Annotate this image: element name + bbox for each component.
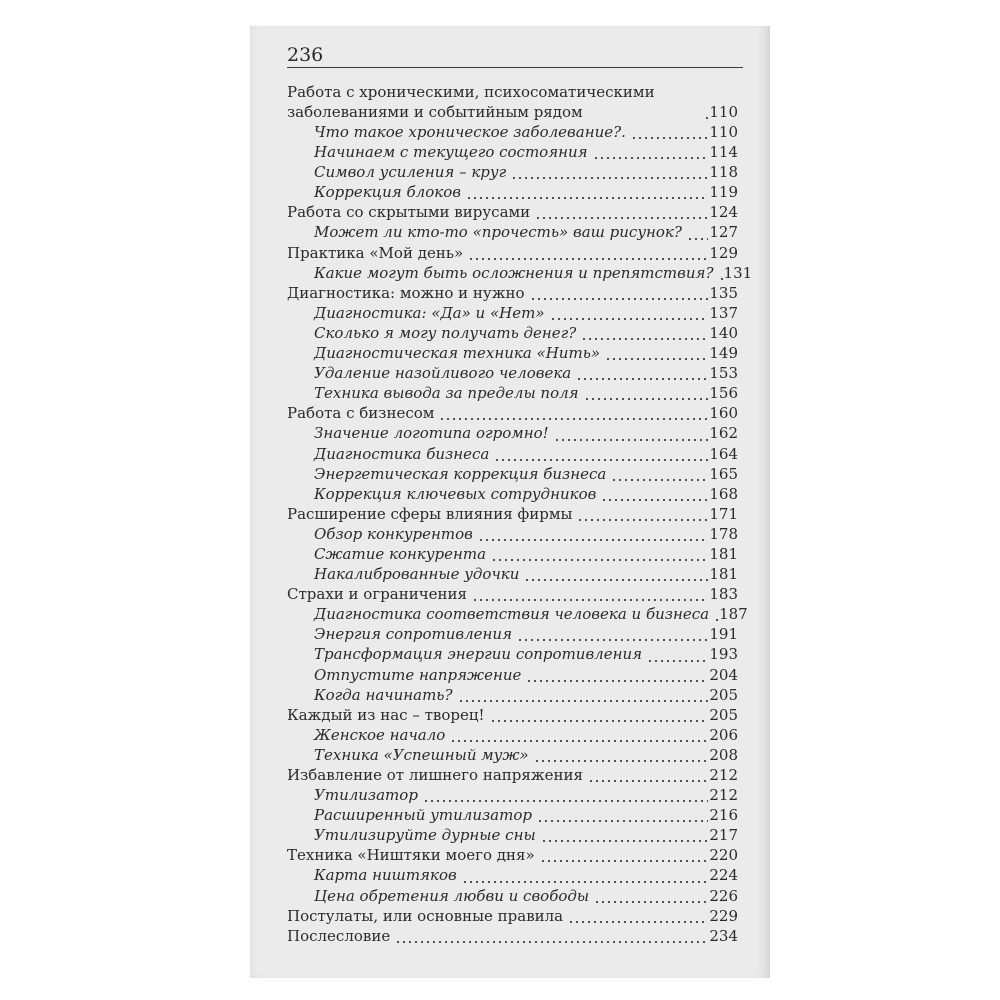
toc-entry-title: Значение логотипа огромно!	[314, 424, 549, 443]
toc-entry-page: 140	[709, 323, 738, 342]
toc-entry-page: 114	[709, 143, 738, 162]
toc-subsection	[287, 886, 738, 906]
toc-entry-title: Коррекция блоков	[314, 183, 461, 202]
dot-leader	[489, 544, 708, 564]
toc-entry-page: 153	[709, 364, 738, 383]
toc-section	[287, 202, 738, 222]
toc-entry-page: 183	[709, 585, 738, 604]
toc-entry-title: Женское начало	[314, 725, 446, 744]
toc-entry-title: Энергия сопротивления	[314, 625, 513, 644]
toc-entry-page: 206	[709, 725, 738, 744]
dot-leader	[575, 504, 708, 524]
toc-entry-title: Цена обретения любви и свободы	[314, 886, 590, 905]
toc-subsection	[287, 162, 738, 182]
toc-subsection	[287, 263, 753, 283]
toc-entry-page: 118	[709, 163, 738, 182]
dot-leader	[645, 645, 708, 665]
dot-leader	[437, 403, 708, 423]
toc-entry-title: Карта ништяков	[314, 866, 457, 885]
toc-entry-title: Диагностика соответствия человека и бизнеса	[314, 605, 710, 624]
toc-entry-title: Начинаем с текущего состояния	[314, 143, 588, 162]
toc-subsection	[287, 363, 738, 383]
toc-entry-title: Избавление от лишнего напряжения	[287, 766, 583, 784]
toc-entry-page: 208	[709, 745, 738, 764]
dot-leader	[685, 223, 708, 243]
toc-entry-page: 205	[709, 705, 738, 724]
dot-leader	[448, 725, 708, 745]
dot-leader	[488, 705, 709, 725]
toc-section	[287, 82, 738, 122]
toc-entry-title: Отпустите напряжение	[314, 665, 522, 684]
toc-section	[287, 283, 738, 303]
toc-entry-page: 217	[709, 826, 738, 845]
toc-entry-page: 137	[709, 303, 738, 322]
dot-leader	[609, 464, 708, 484]
toc-entry-title: Послесловие	[287, 926, 391, 945]
toc-entry-page: 171	[709, 504, 738, 523]
toc-entry-page: 191	[709, 625, 738, 644]
dot-leader	[582, 383, 709, 403]
toc-entry-title: Удаление назойливого человека	[314, 364, 572, 383]
dot-leader	[539, 825, 709, 845]
dot-leader	[460, 866, 709, 886]
toc-entry-title: Накалиброванные удочки	[314, 565, 520, 584]
toc-subsection	[287, 644, 738, 664]
dot-leader	[522, 564, 708, 584]
toc-section	[287, 926, 738, 946]
toc-section	[287, 705, 738, 725]
toc-entry-page: 124	[709, 203, 738, 222]
toc-entry-page: 110	[709, 102, 738, 121]
dot-leader	[712, 604, 718, 624]
dot-leader	[591, 142, 709, 162]
dot-leader	[393, 926, 708, 946]
toc-entry-title: Каждый из нас – творец!	[287, 705, 485, 724]
toc-entry-title: Какие могут быть осложнения и препятствия?	[314, 263, 714, 282]
dot-leader	[524, 665, 708, 685]
dot-leader	[538, 845, 709, 865]
toc-entry-title: Расширенный утилизатор	[314, 806, 532, 825]
toc-entry-page: 149	[709, 344, 738, 363]
toc-entry-page: 187	[719, 605, 748, 624]
toc-subsection	[287, 444, 738, 464]
dot-leader	[535, 805, 708, 825]
toc-entry-title: Утилизируйте дурные сны	[314, 826, 536, 845]
toc-entry-page: 156	[709, 384, 738, 403]
toc-entry-page: 220	[709, 846, 738, 865]
dot-leader	[466, 243, 708, 263]
toc-entry-page: 224	[709, 866, 738, 885]
dot-leader	[717, 263, 723, 283]
dot-leader	[492, 444, 708, 464]
dot-leader	[574, 363, 708, 383]
toc-section	[287, 584, 738, 604]
toc-entry-page: 119	[709, 183, 738, 202]
toc-entry-title: Расширение сферы влияния фирмы	[287, 504, 573, 523]
toc-entry-page: 216	[709, 806, 738, 825]
toc-entry-page: 160	[709, 404, 738, 423]
dot-leader	[532, 745, 709, 765]
dot-leader	[515, 624, 708, 644]
toc-subsection	[287, 745, 738, 765]
toc-entry-page: 193	[709, 645, 738, 664]
toc-entry-title: Символ усиления – круг	[314, 163, 507, 182]
dot-leader	[599, 484, 708, 504]
toc-subsection	[287, 484, 738, 504]
toc-subsection	[287, 343, 738, 363]
toc-subsection	[287, 122, 738, 142]
dot-leader	[603, 343, 708, 363]
dot-leader	[421, 785, 708, 805]
toc-entry-page: 127	[709, 223, 738, 242]
toc-entry-title: Диагностика бизнеса	[314, 444, 490, 463]
toc-subsection	[287, 323, 738, 343]
toc-entry-page: 165	[709, 464, 738, 483]
toc-subsection	[287, 544, 738, 564]
toc-subsection	[287, 825, 738, 845]
toc-entry-page: 168	[709, 484, 738, 503]
toc-entry-page: 212	[709, 766, 738, 784]
toc-entry-title: Диагностика: можно и нужно	[287, 283, 525, 302]
dot-leader	[629, 122, 708, 142]
toc-subsection	[287, 182, 738, 202]
toc-entry-page: 129	[709, 243, 738, 262]
toc-entry-title: Утилизатор	[314, 786, 418, 805]
toc-entry-page: 135	[709, 283, 738, 302]
toc-entry-title: Обзор конкурентов	[314, 524, 473, 543]
toc-subsection	[287, 665, 738, 685]
toc-entry-title: Страхи и ограничения	[287, 585, 467, 604]
toc-entry-title: Диагностика: «Да» и «Нет»	[314, 303, 545, 322]
toc-entry-page: 110	[709, 123, 738, 141]
toc-subsection	[287, 865, 738, 885]
toc-section	[287, 504, 738, 524]
toc-section	[287, 403, 738, 423]
toc-entry-page: 131	[723, 263, 753, 282]
toc-subsection	[287, 464, 738, 484]
toc-entry-title: Энергетическая коррекция бизнеса	[314, 464, 607, 483]
toc-entry-page: 162	[709, 424, 738, 443]
toc-entry-page: 205	[709, 685, 738, 704]
page-number: 236	[287, 44, 324, 66]
toc-subsection	[287, 423, 738, 443]
toc-subsection	[287, 604, 748, 624]
dot-leader	[533, 202, 708, 222]
table-of-contents	[287, 82, 753, 946]
dot-leader	[456, 685, 709, 705]
toc-subsection	[287, 383, 738, 403]
toc-entry-title: Техника «Ништяки моего дня»	[287, 846, 535, 865]
toc-entry-title: Трансформация энергии сопротивления	[314, 645, 643, 664]
dot-leader	[548, 303, 709, 323]
toc-entry-title: Работа с бизнесом	[287, 404, 435, 423]
toc-entry-page: 229	[709, 906, 738, 925]
toc-subsection	[287, 303, 738, 323]
toc-entry-title: Может ли кто-то «прочесть» ваш рисунок?	[314, 223, 682, 242]
dot-leader	[579, 323, 708, 343]
toc-entry-title: Сжатие конкурента	[314, 544, 487, 563]
toc-entry-title: Работа с хроническими, психосоматическими заболеваниями и событийным рядом	[287, 83, 655, 121]
toc-entry-title: Техника вывода за пределы поля	[314, 384, 579, 403]
toc-section	[287, 906, 738, 926]
toc-subsection	[287, 222, 738, 242]
toc-entry-page: 226	[709, 886, 738, 905]
toc-entry-title: Когда начинать?	[314, 685, 453, 704]
toc-entry-title: Практика «Мой день»	[287, 243, 464, 262]
toc-entry-page: 178	[709, 524, 738, 543]
toc-subsection	[287, 805, 738, 825]
toc-section	[287, 243, 738, 263]
toc-subsection	[287, 142, 738, 162]
toc-entry-page: 212	[709, 786, 738, 805]
header-rule	[287, 67, 743, 68]
toc-entry-page: 181	[709, 565, 738, 584]
toc-subsection	[287, 524, 738, 544]
dot-leader	[464, 182, 708, 202]
dot-leader	[586, 765, 708, 785]
dot-leader	[702, 102, 708, 122]
dot-leader	[528, 283, 709, 303]
dot-leader	[552, 424, 709, 444]
toc-entry-title: Диагностическая техника «Нить»	[314, 344, 601, 363]
dot-leader	[592, 886, 708, 906]
toc-entry-page: 234	[709, 926, 738, 945]
toc-entry-page: 164	[709, 444, 738, 463]
toc-entry-title: Что такое хроническое заболевание?.	[314, 123, 626, 141]
toc-entry-title: Техника «Успешный муж»	[314, 745, 529, 764]
toc-section	[287, 845, 738, 865]
dot-leader	[476, 524, 708, 544]
toc-entry-page: 181	[709, 544, 738, 563]
toc-subsection	[287, 725, 738, 745]
toc-subsection	[287, 785, 738, 805]
toc-subsection	[287, 624, 738, 644]
dot-leader	[509, 162, 708, 182]
toc-entry-page: 204	[709, 665, 738, 684]
toc-subsection	[287, 564, 738, 584]
toc-section	[287, 765, 738, 785]
toc-entry-title: Работа со скрытыми вирусами	[287, 203, 531, 222]
toc-entry-title: Коррекция ключевых сотрудников	[314, 484, 597, 503]
toc-subsection	[287, 685, 738, 705]
toc-entry-title: Сколько я могу получать денег?	[314, 323, 577, 342]
toc-entry-title: Постулаты, или основные правила	[287, 906, 564, 925]
dot-leader	[470, 584, 708, 604]
dot-leader	[566, 906, 708, 926]
